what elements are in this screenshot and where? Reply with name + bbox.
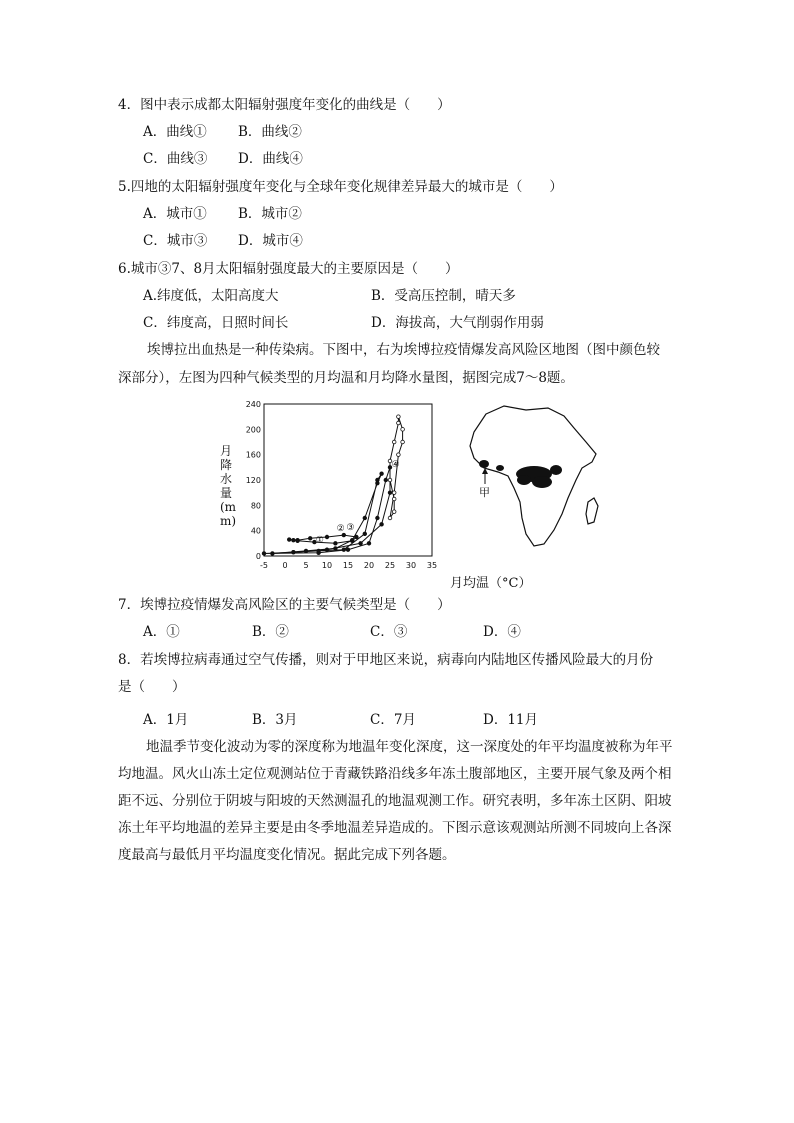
y-tick-label: 240	[245, 400, 261, 409]
ground-temp-intro-text: 地温季节变化波动为零的深度称为地温年变化深度，这一深度处的年平均温度被称为年平均地温。风火山冻土定位观测站位于青藏铁路沿线多年冻土腹部地区，主要开展气象及两个相距不远、分别位于阴坡与阳坡的天然测温孔的地温观测工作。研究表明，多年冻土区阴、阳坡冻土年平均地温的差异主要是由冬季地温差异造成的。下图示意该观测站所测不同坡向上各深度最高与最低月平均温度变化情况。据此完成下列各题。	[118, 739, 673, 863]
question-8-option-d[interactable]: D．11月	[483, 712, 539, 728]
data-point	[388, 491, 392, 495]
x-tick-label: 30	[405, 561, 417, 570]
question-4-option-c[interactable]: C．曲线③	[143, 151, 208, 167]
ebola-intro-line-1: 埃博拉出血热是一种传染病。下图中，右为埃博拉疫情爆发高风险区地图（图中颜色较	[147, 342, 660, 358]
y-tick-label: 160	[245, 450, 261, 460]
x-tick-label: 15	[342, 561, 354, 570]
data-point	[308, 536, 312, 540]
question-7-stem: 7．埃博拉疫情爆发高风险区的主要气候类型是（ ）	[118, 597, 451, 613]
question-5-option-b[interactable]: B．城市②	[238, 206, 302, 222]
x-tick-label: 10	[321, 561, 333, 570]
x-axis-title: 月均温（°C）	[450, 576, 532, 591]
data-point	[397, 453, 401, 457]
curve-label: ④	[391, 460, 400, 471]
x-tick-label: 0	[282, 561, 288, 570]
x-tick-label: 25	[384, 561, 396, 570]
curve-label: ①	[315, 535, 324, 546]
data-point	[334, 542, 338, 546]
data-point	[325, 548, 329, 552]
data-point	[325, 535, 329, 539]
question-8-option-c[interactable]: C．7月	[370, 712, 416, 728]
question-8-stem-line-2: 是（ ）	[118, 679, 186, 695]
question-6-option-a[interactable]: A.纬度低，太阳高度大	[143, 288, 279, 304]
data-point	[292, 550, 296, 554]
question-6-option-c[interactable]: C．纬度高，日照时间长	[143, 315, 289, 331]
curve-label: ②	[336, 523, 345, 534]
question-5-stem: 5.四地的太阳辐射强度年变化与全球年变化规律差异最大的城市是（ ）	[118, 179, 563, 195]
question-8-stem-line-1: 8．若埃博拉病毒通过空气传播，则对于甲地区来说，病毒向内陆地区传播风险最大的月份	[118, 652, 654, 668]
question-6-stem: 6.城市③7、8月太阳辐射强度最大的主要原因是（ ）	[118, 261, 459, 277]
data-point	[262, 552, 266, 556]
madagascar-outline	[586, 498, 598, 524]
data-point	[376, 481, 380, 485]
y-tick-label: 40	[250, 526, 261, 536]
question-4-option-a[interactable]: A．曲线①	[143, 124, 207, 140]
data-point	[392, 440, 396, 444]
question-6-option-d[interactable]: D．海拔高，大气削弱作用弱	[371, 315, 544, 331]
data-point	[359, 542, 363, 546]
data-point	[367, 542, 371, 546]
question-4-option-b[interactable]: B．曲线②	[238, 124, 302, 140]
ebola-intro-line-2: 深部分），左图为四种气候类型的月均温和月均降水量图，据图完成7～8题。	[118, 370, 574, 386]
data-point	[363, 516, 367, 520]
question-8-option-a[interactable]: A．1月	[143, 712, 189, 728]
data-point	[392, 497, 396, 501]
x-tick-label: 20	[363, 561, 375, 570]
y-tick-label: 80	[250, 501, 261, 511]
question-4-stem: 4．图中表示成都太阳辐射强度年变化的曲线是（ ）	[118, 97, 451, 113]
question-7-option-b[interactable]: B．②	[252, 624, 289, 640]
question-7-option-d[interactable]: D．④	[483, 624, 521, 640]
x-tick-label: 35	[426, 561, 438, 570]
data-point	[392, 510, 396, 514]
climate-chart	[222, 396, 442, 588]
curve-label: ③	[346, 523, 355, 534]
data-point	[350, 538, 354, 542]
data-point	[346, 548, 350, 552]
series-line-3	[264, 467, 390, 553]
data-point	[392, 491, 396, 495]
y-tick-label: 0	[255, 552, 261, 561]
data-point	[292, 538, 296, 542]
data-point	[380, 523, 384, 527]
question-5-option-c[interactable]: C．城市③	[143, 233, 208, 249]
y-axis-title: 月降水量(mm)	[220, 444, 237, 528]
data-point	[401, 428, 405, 432]
question-5-option-a[interactable]: A．城市①	[143, 206, 207, 222]
africa-risk-map	[464, 402, 614, 552]
data-point	[296, 539, 300, 543]
x-tick-label: -5	[260, 561, 268, 570]
data-point	[363, 532, 367, 536]
data-point	[388, 516, 392, 520]
data-point	[397, 415, 401, 419]
climate-chart-svg	[222, 396, 442, 588]
africa-map-svg	[464, 402, 614, 552]
y-tick-label: 120	[245, 476, 261, 485]
data-point	[384, 478, 388, 482]
y-tick-label: 200	[245, 425, 261, 435]
data-point	[287, 538, 291, 542]
ground-temp-intro	[118, 734, 678, 869]
data-point	[401, 440, 405, 444]
question-8-option-b[interactable]: B．3月	[252, 712, 298, 728]
question-6-option-b[interactable]: B．受高压控制，晴天多	[371, 288, 516, 304]
x-tick-label: 5	[303, 561, 309, 570]
data-point	[388, 478, 392, 482]
map-label-jia: 甲	[479, 486, 490, 499]
data-point	[380, 472, 384, 476]
data-point	[397, 421, 401, 425]
question-7-option-c[interactable]: C．③	[370, 624, 408, 640]
question-7-option-a[interactable]: A．①	[143, 624, 180, 640]
data-point	[317, 551, 321, 555]
question-4-option-d[interactable]: D．曲线④	[238, 151, 303, 167]
question-5-option-d[interactable]: D．城市④	[238, 233, 303, 249]
data-point	[376, 516, 380, 520]
